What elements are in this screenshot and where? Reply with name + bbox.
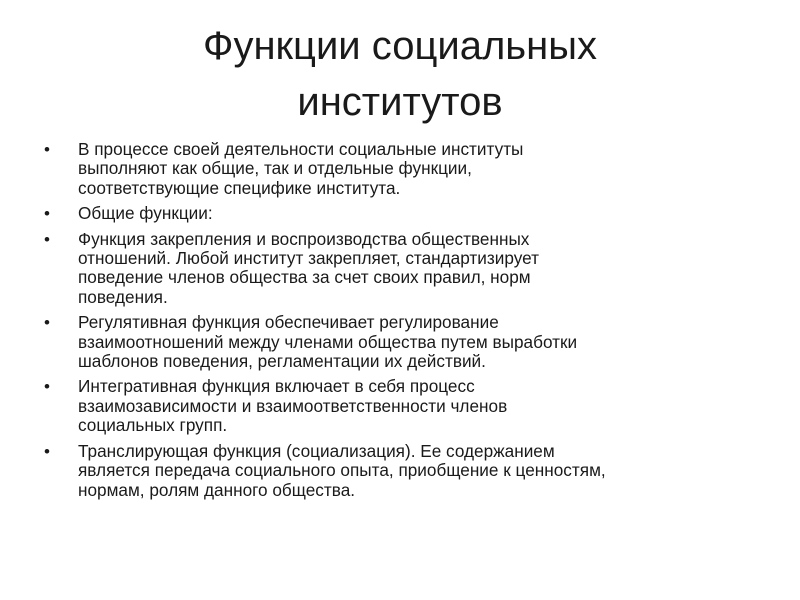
bullet-item: [44, 204, 764, 223]
bullet-line: является передача социального опыта, приобщение к ценностям,: [78, 460, 606, 481]
bullet-dot-icon: •: [44, 313, 50, 333]
slide-title-line-2: институтов: [297, 80, 503, 124]
bullet-line: выполняют как общие, так и отдельные функции,: [78, 158, 472, 179]
bullet-line: социальных групп.: [78, 415, 228, 436]
bullet-item: [44, 442, 764, 500]
bullet-dot-icon: •: [44, 229, 50, 249]
bullet-item: [44, 140, 764, 198]
bullet-text: [78, 204, 764, 223]
bullet-text: [78, 377, 764, 435]
bullet-line: взаимозависимости и взаимоответственности членов: [78, 395, 508, 416]
bullet-text: [78, 230, 764, 308]
bullet-line: соответствующие специфике института.: [78, 177, 401, 198]
bullet-item: [44, 313, 764, 371]
bullet-line: поведение членов общества за счет своих правил, норм: [78, 267, 531, 288]
bullet-line: поведения.: [78, 286, 168, 307]
bullet-dot-icon: •: [44, 377, 50, 397]
bullet-text: [78, 313, 764, 371]
bullet-line: нормам, ролям данного общества.: [78, 479, 356, 500]
bullet-text: [78, 442, 764, 500]
bullet-line: взаимоотношений между членами общества путем выработки: [78, 331, 578, 352]
bullet-line: Функция закрепления и воспроизводства общественных: [78, 228, 530, 249]
bullet-text: [78, 140, 764, 198]
bullet-dot-icon: •: [44, 204, 50, 224]
bullet-dot-icon: •: [44, 140, 50, 159]
bullet-dot-icon: •: [44, 441, 50, 461]
bullet-line: Регулятивная функция обеспечивает регулирование: [78, 312, 499, 333]
bullet-item: [44, 377, 764, 435]
bullet-line: Транслирующая функция (социализация). Ее содержанием: [78, 440, 555, 461]
slide-title: [80, 18, 720, 130]
bullet-line: отношений. Любой институт закрепляет, стандартизирует: [78, 248, 540, 269]
slide-title-line-1: Функции социальных: [203, 24, 597, 68]
bullet-line: Общие функции:: [78, 203, 213, 224]
bullet-list: [44, 140, 764, 506]
bullet-line: Интегративная функция включает в себя процесс: [78, 376, 475, 397]
bullet-line: В процессе своей деятельности социальные институты: [78, 139, 524, 159]
bullet-line: шаблонов поведения, регламентации их действий.: [78, 351, 486, 372]
bullet-item: [44, 230, 764, 308]
